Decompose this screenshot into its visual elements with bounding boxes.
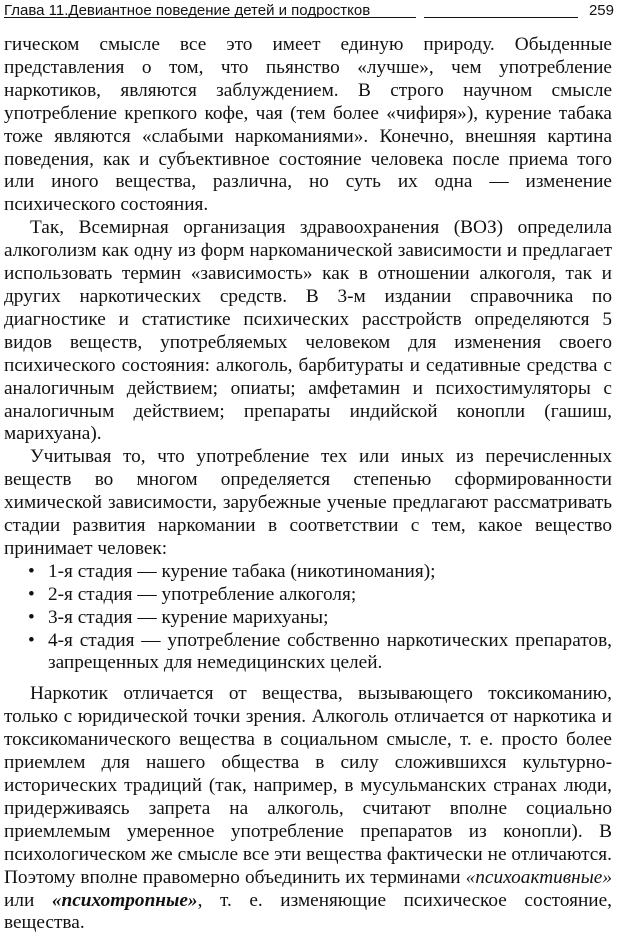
header-underline <box>4 17 416 18</box>
bullet-icon: • <box>28 560 35 582</box>
paragraph-final <box>4 683 612 935</box>
final-text: Наркотик отличается от вещества, вызывающего токсикоманию, только с юридической точки зрения. Алкоголь отличается от наркотика и токсикоманического вещества в социальном смысле, т. е. просто более приемлем для нашего общества в силу сложившихся культурно-исторических традиций (так, например, в мусульманских странах люди, придерживаясь запрета на алкоголь, считают вполне социально приемлемым умеренное употребление препаратов из конопли). В психологическом же смысле все эти вещества фактически не отличаются. Поэтому вполне правомерно объединить их терминами <box>4 683 612 888</box>
page-number: 259 <box>588 2 614 19</box>
bullet-icon: • <box>28 583 35 605</box>
stage-text: 1-я стадия — курение табака (никотиномания); <box>48 560 436 582</box>
paragraph-who: Так, Всемирная организация здравоохранения (ВОЗ) определила алкоголизм как одну из форм наркоманической зависимости и предлагает использовать термин «зависимость» как в отношении алкоголя, так и других наркотических средств. В 3-м издании справочника по диагностике и статистике психических расстройств определяются 5 видов веществ, употребляемых человеком для изменения своего психического состояния: алкоголь, барбитураты и седативные средства с аналогичным действием; опиаты; амфетамин и психостимуляторы с аналогичным действием; препараты индийской конопли (гашиш, марихуана). <box>4 217 612 445</box>
stages-list <box>4 561 612 676</box>
stage-text: 4-я стадия — употребление собственно наркотических препаратов, запрещенных для немедицинских целей. <box>48 629 612 674</box>
bullet-icon: • <box>28 629 35 651</box>
bullet-icon: • <box>28 606 35 628</box>
term-psychoactive: «психоактивные» <box>465 866 612 888</box>
final-tail: , т. е. изменяющие психическое состояние, вещества. <box>4 889 612 934</box>
running-header <box>4 2 614 20</box>
list-item <box>4 561 612 584</box>
body-text <box>4 34 612 935</box>
stage-text: 3-я стадия — курение марихуаны; <box>48 606 329 628</box>
paragraph-stages-intro: Учитывая то, что употребление тех или иных из перечисленных веществ во многом определяется степенью сформированности химической зависимости, зарубежные ученые предлагают рассматривать стадии развития наркомании в соответствии с тем, какое вещество принимает человек: <box>4 446 612 559</box>
list-item <box>4 584 612 607</box>
term-psychotropic: «психотропные» <box>51 889 198 911</box>
list-item <box>4 630 612 676</box>
paragraph-continued: гическом смысле все это имеет единую природу. Обыденные представления о том, что пьянство «лучше», чем употребление наркотиков, являются заблуждением. В строго научном смысле употребление крепкого кофе, чая (тем более «чифиря»), курение табака тоже являются «слабыми наркоманиями». Конечно, внешняя картина поведения, как и субъективное состояние человека после приема того или иного вещества, различна, но суть их одна — изменение психического состояния. <box>4 34 612 216</box>
list-item <box>4 607 612 630</box>
or-word: или <box>4 889 35 911</box>
spacer <box>4 675 612 683</box>
stage-text: 2-я стадия — употребление алкоголя; <box>48 583 357 605</box>
header-rule <box>424 17 578 18</box>
chapter-title: Глава 11.Девиантное поведение детей и подростков <box>4 2 371 19</box>
